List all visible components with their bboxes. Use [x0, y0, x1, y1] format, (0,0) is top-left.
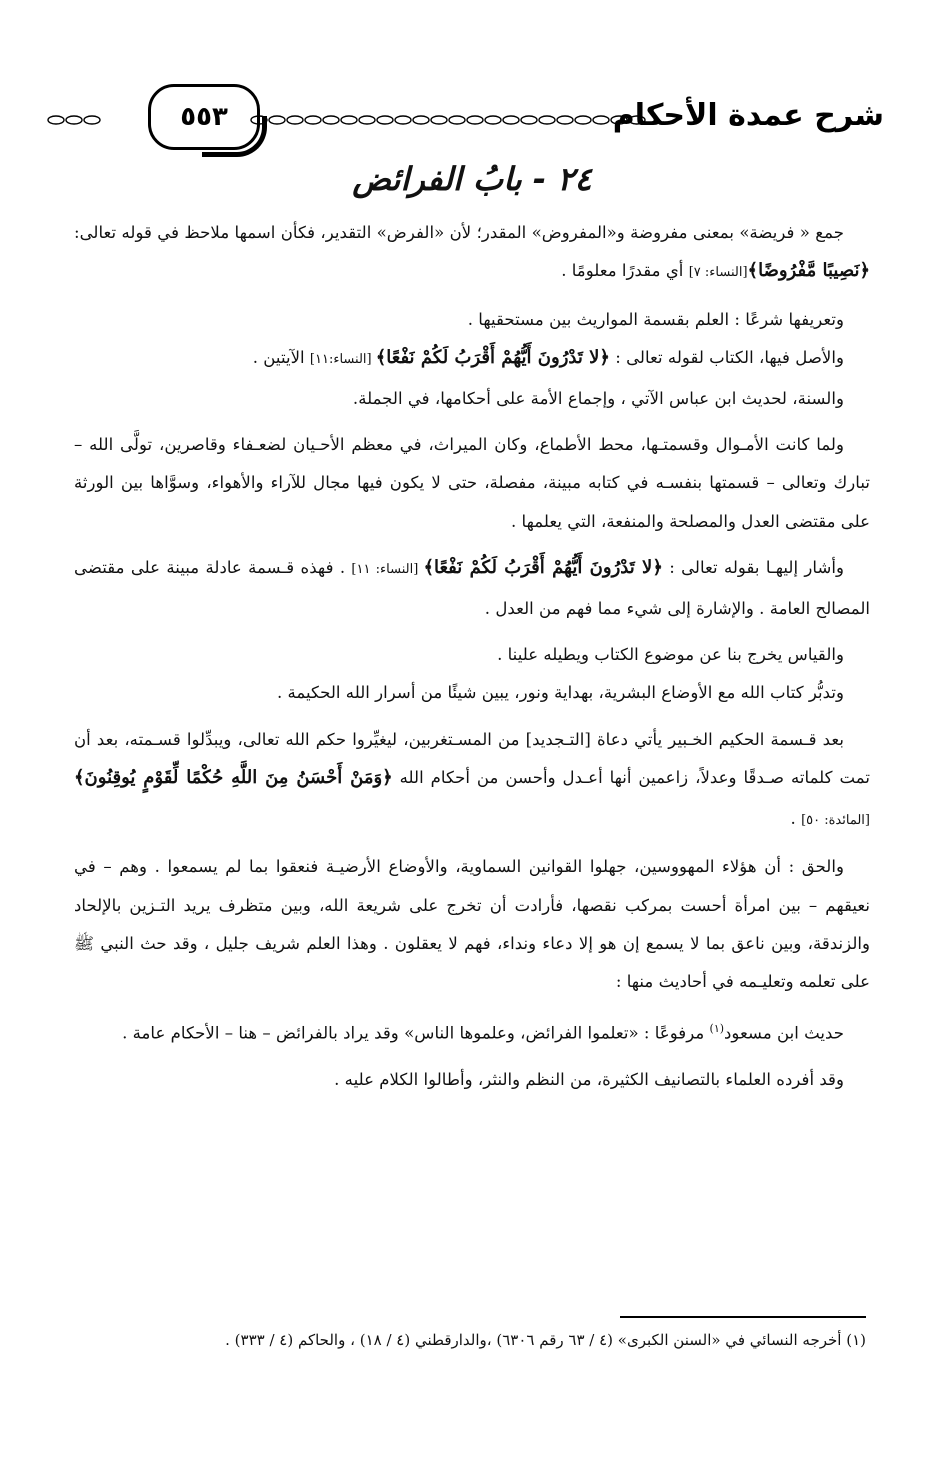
- paragraph-text: حديث ابن مسعود: [724, 1023, 844, 1043]
- paragraph-text: وتعريفها شرعًا : العلم بقسمة المواريث بين مستحقيها .: [467, 309, 844, 329]
- page-number-frame: [148, 84, 260, 150]
- header-ornament-small-icon: [46, 114, 112, 126]
- quran-verse: ﴿لا تَدْرُونَ أَيُّهُمْ أَقْرَبُ لَكُمْ نَفْعًا﴾: [375, 347, 610, 369]
- footnote: (١) أخرجه النسائي في «السنن الكبرى» (٤ / ٦٣ رقم ٦٣٠٦) ،والدارقطني (٤ / ١٨) ، والحاكم (٤ / ٣٣٣) .: [225, 1331, 866, 1349]
- paragraph: [74, 1061, 870, 1099]
- paragraph: [74, 380, 870, 418]
- paragraph-text: والقياس يخرج بنا عن موضوع الكتاب ويطيله علينا .: [497, 645, 844, 665]
- paragraph-text: وتدبُّر كتاب الله مع الأوضاع البشرية، بهداية ونور، يبين شيئًا من أسرار الله الحكيمة .: [276, 683, 844, 703]
- paragraph: [74, 636, 870, 674]
- chapter-title: ٢٤ - بابُ الفرائض: [352, 160, 592, 198]
- paragraph-text: والسنة، لحديث ابن عباس الآتي ، وإجماع الأمة على أحكامها، في الجملة.: [352, 388, 844, 408]
- verse-reference: [النساء: ١١]: [351, 562, 424, 578]
- paragraph-text: . فهذه قـسمة عادلة مبينة على مقتضى المصالح العامة . والإشارة إلى شيء مما فهم من العدل .: [74, 558, 870, 618]
- header-ornament-icon: [249, 114, 649, 126]
- footnote-marker: (١): [709, 1021, 725, 1035]
- quran-verse: ﴿لا تَدْرُونَ أَيُّهُمْ أَقْرَبُ لَكُمْ نَفْعًا﴾: [423, 557, 663, 579]
- paragraph: [74, 339, 870, 379]
- book-title: شرح عمدة الأحكام: [612, 98, 884, 133]
- quran-verse: ﴿وَمَنْ أَحْسَنُ مِنَ اللَّهِ حُكْمًا لِّقَوْمٍ يُوقِنُونَ﴾: [74, 767, 393, 789]
- paragraph-text: وقد أفرده العلماء بالتصانيف الكثيرة، من النظم والنثر، وأطالوا الكلام عليه .: [334, 1069, 844, 1089]
- paragraph-text: جمع « فريضة» بمعنى مفروضة و«المفروض» المقدر؛ لأن «الفرض» التقدير، فكأن اسمها ملاحظ في قوله تعالى:: [74, 223, 844, 242]
- paragraph: [74, 1010, 870, 1053]
- paragraph: [74, 426, 870, 541]
- page-number: ٥٥٣: [180, 102, 228, 132]
- paragraph-text: .: [790, 808, 802, 828]
- paragraph: [74, 301, 870, 339]
- paragraph: [74, 674, 870, 712]
- quran-verse: ﴿نَصِيبًا مَّفْرُوضًا﴾: [747, 260, 870, 282]
- paragraph-text: بعد قـسمة الحكيم الخـبير يأتي دعاة [التـجديد] من المسـتغربين، ليغيِّروا حكم الله تعالى، ويبدِّلوا قسـمته، بعد أن تمت كلماته صـدقًا وعدلاً، زاعمين أنها أعـدل وأحسن من أحكام الله: [74, 729, 870, 788]
- paragraph: [74, 549, 870, 628]
- paragraph: [74, 848, 870, 1002]
- paragraph-text: والحق : أن هؤلاء المهووسين، جهلوا القوانين السماوية، والأوضاع الأرضيـة فنعقوا بما لم يسمعوا . وهم – في نعيقهم – بين امرأة أحست بمركب نقصها، فأرادت أن تخرج على شريعة الله، وبين متظرف يريد التـزين بالإلحاد والزندقة، وبين ناعق بما لا يسمع إن هو إلا دعاء ونداء، فهم لا يعقلون . وهذا العلم شريف جليل ، وقد حث النبي ﷺ على تعلمه وتعليـمه في أحاديث منها :: [74, 857, 871, 992]
- verse-reference: [النساء:١١]: [309, 352, 376, 368]
- paragraph-text: والأصل فيها، الكتاب لقوله تعالى :: [609, 348, 844, 368]
- paragraph-text: وأشار إليهـا بقوله تعالى :: [662, 558, 844, 578]
- paragraph-text: ولما كانت الأمـوال وقسمتـها، محط الأطماع، وكان الميراث، في معظم الأحـيان لضعـفاء وقاصرين، تولَّى الله – تبارك وتعالى – قسمتها بنفسـه في كتابه مبينة، مفصلة، حتى لا يكون فيها مجال للآراء والأهواء، وسوَّاها بين الورثة على مقتضى العدل والمصلحة والمنفعة، التي يعلمها .: [74, 435, 870, 531]
- footnote-divider: [620, 1316, 866, 1318]
- paragraph-text: مرفوعًا : «تعلموا الفرائض، وعلموها الناس» وقد يراد بالفرائض – هنا – الأحكام عامة .: [122, 1023, 710, 1043]
- verse-reference: [النساء: ٧]: [688, 265, 748, 281]
- paragraph-text: الآيتين .: [252, 348, 310, 368]
- running-header: [38, 84, 884, 154]
- paragraph: [74, 721, 870, 840]
- main-text: [74, 214, 870, 1099]
- paragraph: [74, 214, 870, 293]
- verse-reference: [المائدة: ٥٠]: [801, 812, 870, 828]
- paragraph-text: أي مقدرًا معلومًا .: [561, 261, 689, 281]
